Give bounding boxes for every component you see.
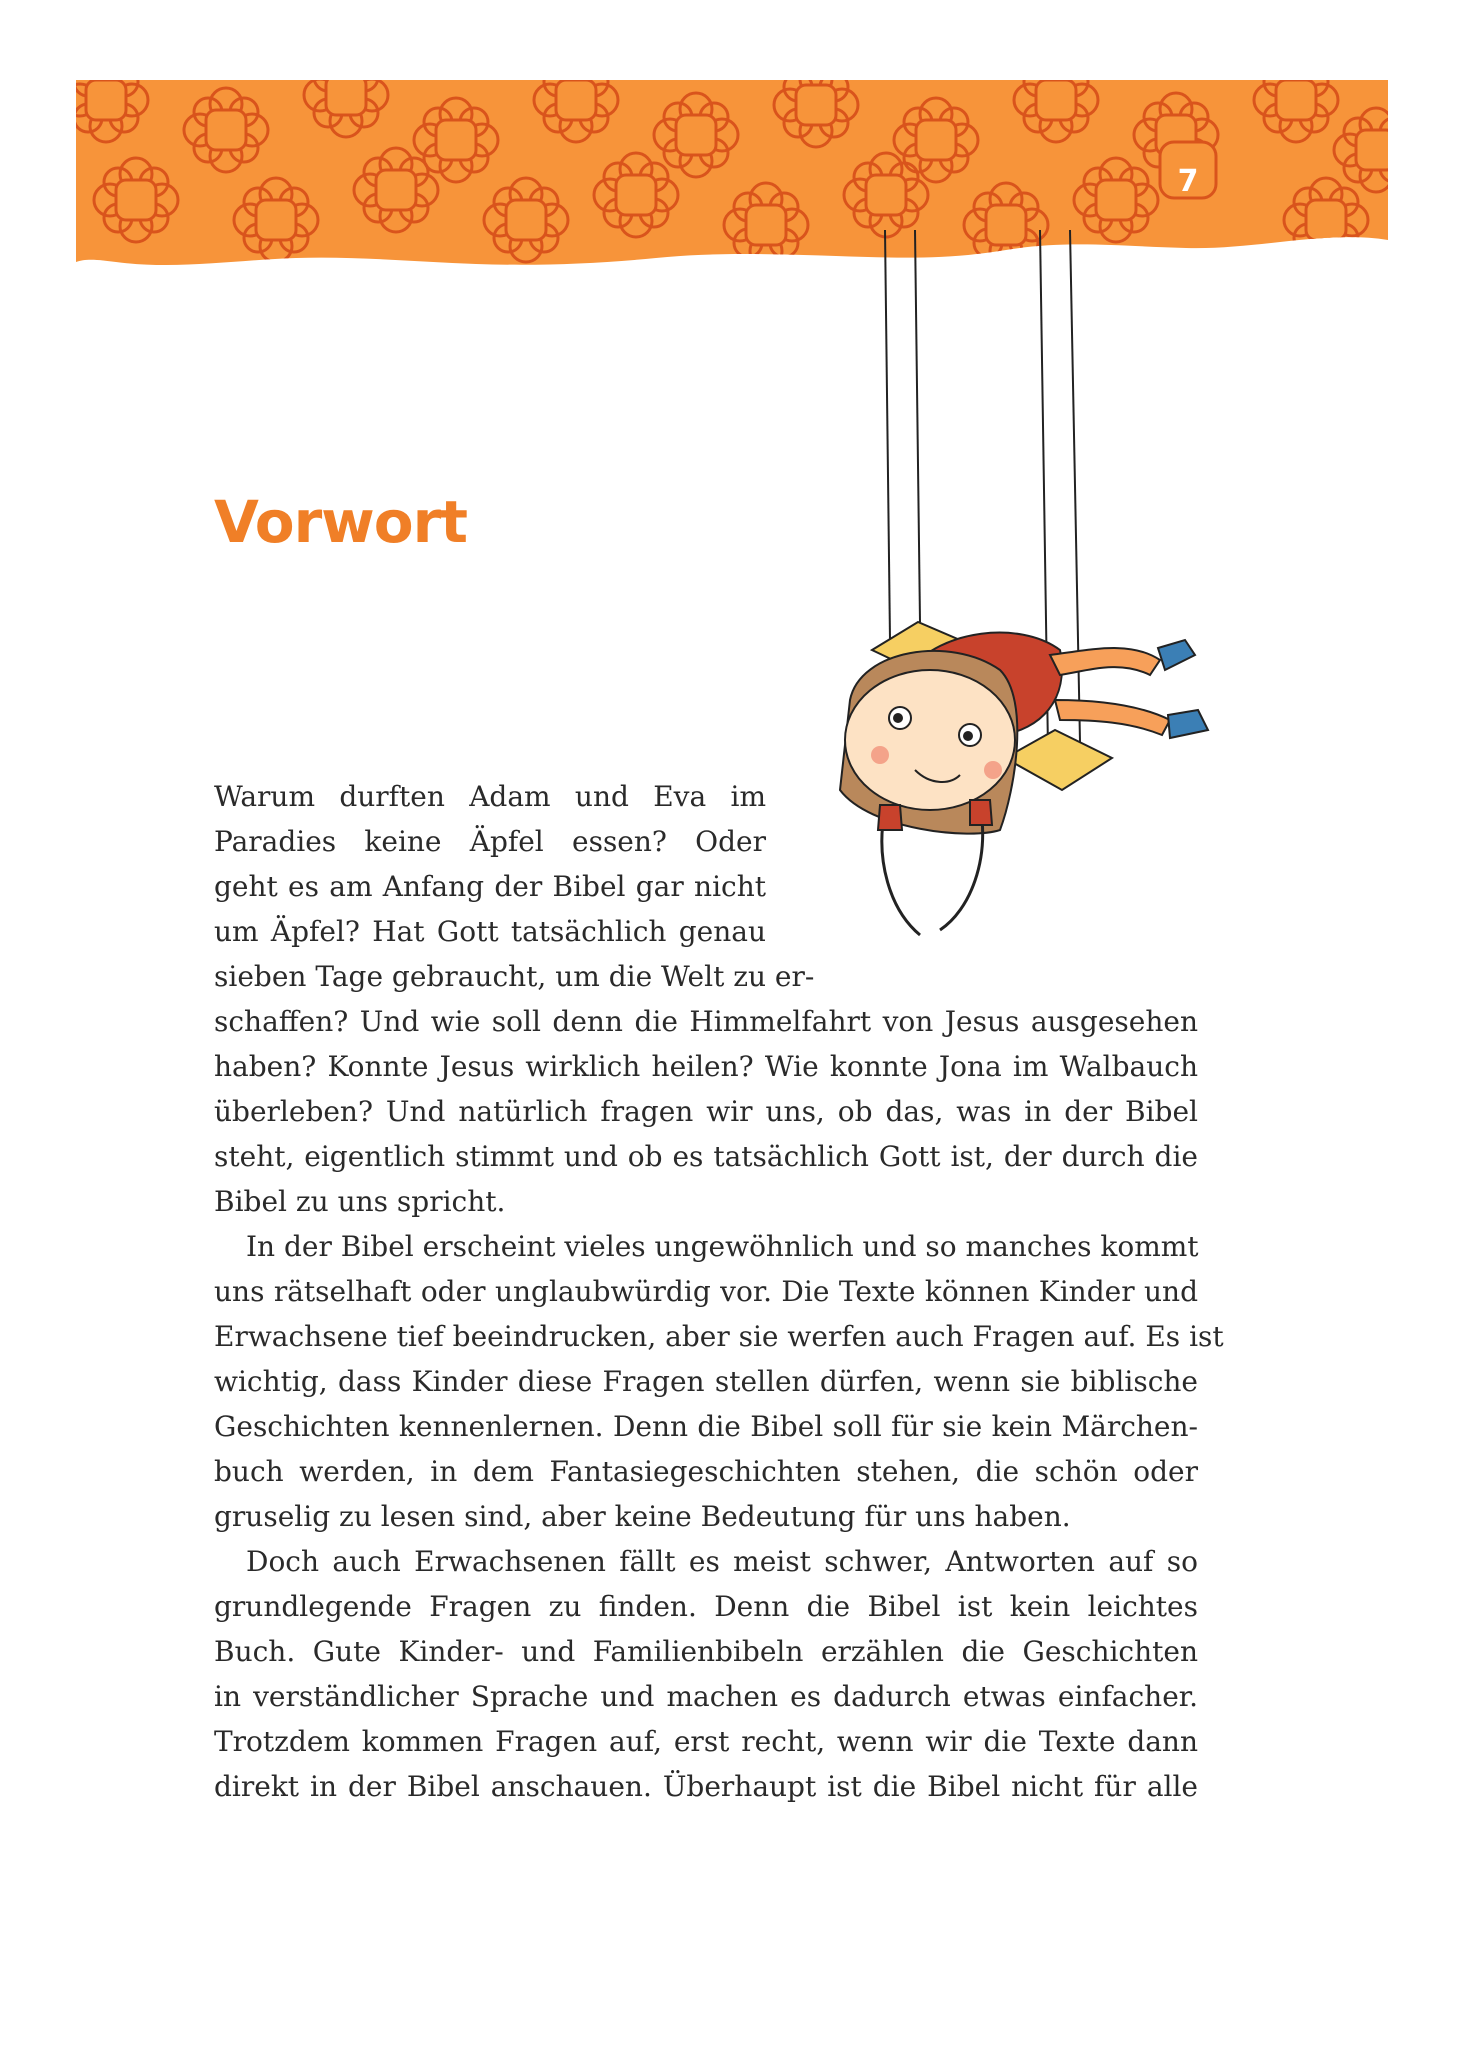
text-line: steht, eigentlich stimmt und ob es tatsächlich Gott ist, der durch die [214,1140,1198,1173]
intro-paragraph-wrapped [214,774,1198,999]
paragraph-3 [214,1539,1198,1809]
text-line: Doch auch Erwachsenen fällt es meist schwer, Antworten auf so [246,1545,1198,1578]
text-line: buch werden, in dem Fantasiegeschichten stehen, die schön oder [214,1455,1198,1488]
text-line: geht es am Anfang der Bibel gar nicht [214,870,766,903]
text-line: Bibel zu uns spricht. [214,1185,506,1218]
page-title: Vorwort [214,488,467,556]
text-line: Trotzdem kommen Fragen auf, erst recht, wenn wir die Texte dann [214,1725,1198,1758]
text-line: grundlegende Fragen zu finden. Denn die Bibel ist kein leichtes [214,1590,1198,1623]
text-line: gruselig zu lesen sind, aber keine Bedeutung für uns haben. [214,1500,1071,1533]
text-line: um Äpfel? Hat Gott tatsächlich genau [214,915,766,948]
text-line: Paradies keine Äpfel essen? Oder [214,825,766,858]
text-line: direkt in der Bibel anschauen. Überhaupt ist die Bibel nicht für alle [214,1770,1198,1803]
text-line: uns rätselhaft oder unglaubwürdig vor. Die Texte können Kinder und [214,1275,1198,1308]
text-line: Erwachsene tief beeindrucken, aber sie werfen auch Fragen auf. Es ist [214,1320,1224,1353]
text-line: Geschichten kennenlernen. Denn die Bibel soll für sie kein Märchen- [214,1410,1198,1443]
text-line: Buch. Gute Kinder- und Familienbibeln erzählen die Geschichten [214,1635,1198,1668]
text-line: Warum durften Adam und Eva im [214,780,766,813]
intro-paragraph-full [214,999,1198,1224]
text-line: in verständlicher Sprache und machen es dadurch etwas einfacher. [214,1680,1198,1713]
text-line: wichtig, dass Kinder diese Fragen stellen dürfen, wenn sie biblische [214,1365,1198,1398]
text-line: In der Bibel erscheint vieles ungewöhnlich und so manches kommt [246,1230,1199,1263]
text-line: haben? Konnte Jesus wirklich heilen? Wie konnte Jona im Walbauch [214,1050,1198,1083]
page-number: 7 [1177,164,1199,199]
text-line: sieben Tage gebraucht, um die Welt zu er- [214,960,815,993]
text-line: schaffen? Und wie soll denn die Himmelfahrt von Jesus ausgesehen [214,1005,1198,1038]
paragraph-2 [214,1224,1224,1539]
text-line: überleben? Und natürlich fragen wir uns, ob das, was in der Bibel [214,1095,1198,1128]
